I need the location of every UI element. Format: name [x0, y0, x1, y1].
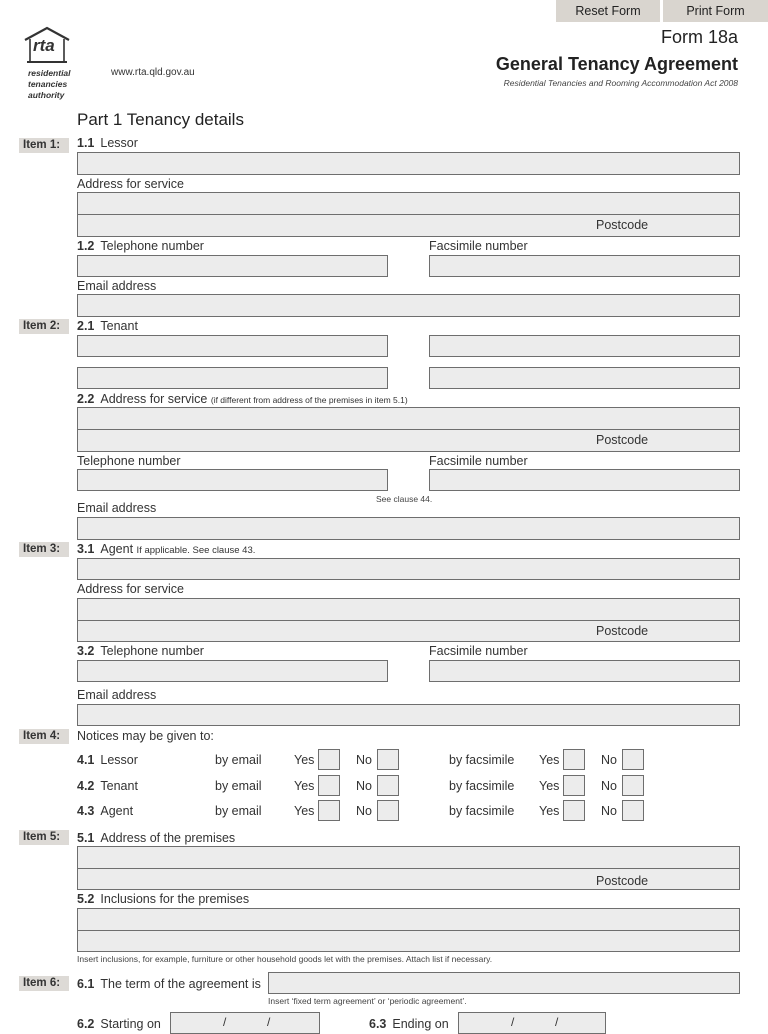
date-separator: / — [223, 1015, 227, 1029]
no-label: No — [601, 804, 617, 818]
ending-on-label — [369, 1017, 449, 1031]
lessor-email-yes-checkbox[interactable] — [318, 749, 340, 770]
facsimile-label: Facsimile number — [429, 239, 528, 253]
by-email-label: by email — [215, 804, 262, 818]
lessor-fax-yes-checkbox[interactable] — [563, 749, 585, 770]
item-3-tag: Item 3: — [19, 542, 69, 557]
lessor-telephone-field[interactable] — [77, 255, 388, 277]
website-link[interactable]: www.rta.qld.gov.au — [111, 67, 195, 78]
agent-fax-yes-checkbox[interactable] — [563, 800, 585, 821]
email-label: Email address — [77, 688, 157, 702]
tenant-email-field[interactable] — [77, 517, 740, 540]
lessor-name-field[interactable] — [77, 152, 740, 175]
yes-label: Yes — [539, 779, 560, 793]
no-label: No — [356, 753, 372, 767]
lessor-address-field-1[interactable] — [77, 192, 740, 215]
by-email-label: by email — [215, 753, 262, 767]
address-note: (if different from address of the premises in item 5.1) — [210, 395, 408, 405]
item-number: 1.2 — [77, 239, 95, 253]
label-text: Ending on — [392, 1017, 449, 1031]
rta-logo — [22, 26, 76, 66]
label-text: Agent — [100, 804, 134, 818]
term-label — [77, 977, 261, 991]
by-facsimile-label: by facsimile — [449, 753, 515, 767]
item-number: 4.1 — [77, 753, 95, 767]
see-clause-note: See clause 44. — [376, 494, 433, 504]
postcode-label: Postcode — [596, 433, 649, 447]
tenant-fax-yes-checkbox[interactable] — [563, 775, 585, 796]
by-facsimile-label: by facsimile — [449, 779, 515, 793]
notice-agent-label — [77, 804, 133, 818]
tenant-telephone-field[interactable] — [77, 469, 388, 491]
item-number: 1.1 — [77, 136, 95, 150]
item-number: 5.2 — [77, 892, 95, 906]
address-for-service-label: Address for service — [77, 582, 184, 596]
item-6-tag: Item 6: — [19, 976, 69, 991]
form-number: Form 18a — [660, 27, 738, 47]
tenant-field-2[interactable] — [429, 335, 740, 357]
agent-label — [77, 542, 255, 556]
lessor-label — [77, 136, 138, 150]
tenant-email-yes-checkbox[interactable] — [318, 775, 340, 796]
agent-note: If applicable. See clause 43. — [136, 545, 256, 556]
tenant-field-3[interactable] — [77, 367, 388, 389]
form-title: General Tenancy Agreement — [495, 54, 738, 74]
by-email-label: by email — [215, 779, 262, 793]
item-number: 2.2 — [77, 392, 95, 406]
date-separator: / — [555, 1015, 559, 1029]
agent-email-yes-checkbox[interactable] — [318, 800, 340, 821]
facsimile-label: Facsimile number — [429, 644, 528, 658]
start-date-field[interactable] — [170, 1012, 320, 1034]
item-number: 6.2 — [77, 1017, 95, 1031]
reset-form-button[interactable]: Reset Form — [556, 0, 660, 22]
label-text: Agent — [100, 542, 134, 556]
agent-email-field[interactable] — [77, 704, 740, 726]
item-number: 4.2 — [77, 779, 95, 793]
yes-label: Yes — [294, 804, 315, 818]
inclusions-label — [77, 892, 249, 906]
item-4-tag: Item 4: — [19, 729, 69, 744]
no-label: No — [601, 779, 617, 793]
agent-name-field[interactable] — [77, 558, 740, 580]
term-field[interactable] — [268, 972, 740, 994]
print-form-button[interactable]: Print Form — [663, 0, 768, 22]
org-line: tenancies — [28, 79, 68, 89]
no-label: No — [601, 753, 617, 767]
label-text: Starting on — [100, 1017, 161, 1031]
item-number: 6.3 — [369, 1017, 387, 1031]
telephone-label — [77, 644, 204, 658]
lessor-facsimile-field[interactable] — [429, 255, 740, 277]
label-text: The term of the agreement is — [100, 977, 261, 991]
telephone-label — [77, 239, 204, 253]
premises-address-field-1[interactable] — [77, 846, 740, 869]
lessor-email-field[interactable] — [77, 294, 740, 317]
tenant-label — [77, 319, 138, 333]
org-line: authority — [28, 90, 65, 100]
tenant-address-label — [77, 392, 408, 406]
label-text: Inclusions for the premises — [100, 892, 250, 906]
facsimile-label: Facsimile number — [429, 454, 528, 468]
date-separator: / — [511, 1015, 515, 1029]
no-label: No — [356, 804, 372, 818]
lessor-email-no-checkbox[interactable] — [377, 749, 399, 770]
inclusions-field-1[interactable] — [77, 908, 740, 931]
starting-on-label — [77, 1017, 161, 1031]
tenant-facsimile-field[interactable] — [429, 469, 740, 491]
postcode-label: Postcode — [596, 874, 649, 888]
part-title: Part 1 Tenancy details — [77, 110, 244, 129]
org-name — [28, 68, 71, 101]
by-facsimile-label: by facsimile — [449, 804, 515, 818]
telephone-label: Telephone number — [77, 454, 181, 468]
item-1-tag: Item 1: — [19, 138, 69, 153]
agent-email-no-checkbox[interactable] — [377, 800, 399, 821]
logo-text: rta — [33, 36, 55, 55]
yes-label: Yes — [294, 753, 315, 767]
tenant-fax-no-checkbox[interactable] — [622, 775, 644, 796]
agent-address-field-1[interactable] — [77, 598, 740, 621]
label-text: Lessor — [100, 753, 138, 767]
postcode-label: Postcode — [596, 624, 649, 638]
tenant-field-1[interactable] — [77, 335, 388, 357]
inclusions-field-2[interactable] — [77, 930, 740, 952]
item-number: 3.1 — [77, 542, 95, 556]
lessor-fax-no-checkbox[interactable] — [622, 749, 644, 770]
item-number: 6.1 — [77, 977, 95, 991]
address-for-service-label: Address for service — [77, 177, 184, 191]
agent-fax-no-checkbox[interactable] — [622, 800, 644, 821]
label-text: Telephone number — [100, 239, 204, 253]
tenant-address-field-1[interactable] — [77, 407, 740, 430]
item-5-tag: Item 5: — [19, 830, 69, 845]
yes-label: Yes — [539, 753, 560, 767]
item-number: 3.2 — [77, 644, 95, 658]
label-text: Tenant — [100, 319, 138, 333]
inclusions-note: Insert inclusions, for example, furniture or other household goods let with the premises. Attach list if necessary. — [77, 954, 493, 964]
end-date-field[interactable] — [458, 1012, 606, 1034]
term-note: Insert ‘fixed term agreement’ or ‘periodic agreement’. — [268, 996, 467, 1006]
act-name: Residential Tenancies and Rooming Accommodation Act 2008 — [503, 78, 738, 88]
yes-label: Yes — [294, 779, 315, 793]
date-separator: / — [267, 1015, 271, 1029]
label-text: Telephone number — [100, 644, 204, 658]
label-text: Address of the premises — [100, 831, 236, 845]
item-number: 5.1 — [77, 831, 95, 845]
item-2-tag: Item 2: — [19, 319, 69, 334]
no-label: No — [356, 779, 372, 793]
email-label: Email address — [77, 501, 157, 515]
tenant-field-4[interactable] — [429, 367, 740, 389]
label-text: Tenant — [100, 779, 138, 793]
email-label: Email address — [77, 279, 157, 293]
postcode-label: Postcode — [596, 218, 649, 232]
notices-label: Notices may be given to: — [77, 729, 214, 743]
premises-address-label — [77, 831, 235, 845]
label-text: Lessor — [100, 136, 138, 150]
yes-label: Yes — [539, 804, 560, 818]
agent-telephone-field[interactable] — [77, 660, 388, 682]
notice-lessor-label — [77, 753, 138, 767]
item-number: 4.3 — [77, 804, 95, 818]
notice-tenant-label — [77, 779, 138, 793]
agent-facsimile-field[interactable] — [429, 660, 740, 682]
item-number: 2.1 — [77, 319, 95, 333]
tenant-email-no-checkbox[interactable] — [377, 775, 399, 796]
org-line: residential — [28, 68, 71, 78]
label-text: Address for service — [100, 392, 208, 406]
